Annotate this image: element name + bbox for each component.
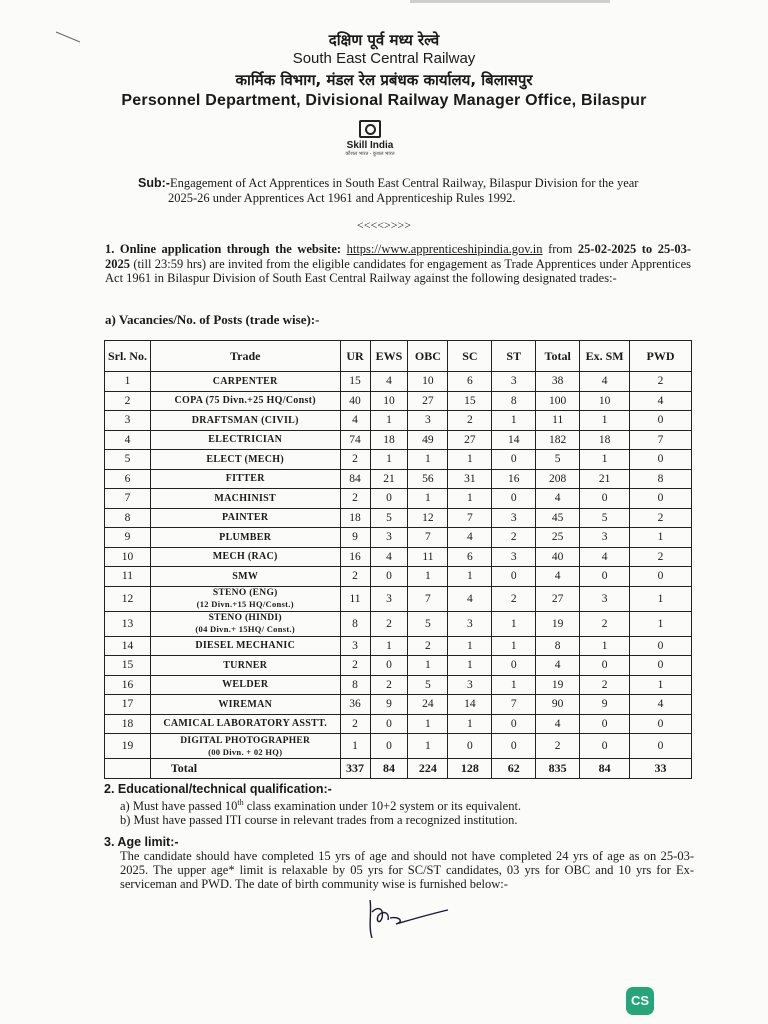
- value-cell: 0: [448, 734, 492, 759]
- value-cell: 4: [580, 547, 630, 567]
- serial-cell: 17: [105, 695, 151, 715]
- trade-cell: PLUMBER: [150, 528, 340, 548]
- total-empty-cell: [105, 759, 151, 779]
- value-cell: 2: [370, 611, 408, 636]
- value-cell: 2: [340, 567, 370, 587]
- org-name: South East Central Railway: [292, 50, 476, 67]
- vacancy-table: [104, 340, 692, 779]
- serial-cell: 2: [105, 391, 151, 411]
- table-row: [105, 469, 692, 489]
- to-word: to: [641, 242, 653, 256]
- value-cell: 0: [630, 734, 692, 759]
- value-cell: 1: [580, 636, 630, 656]
- value-cell: 25: [536, 528, 580, 548]
- scan-edge-mark: [410, 0, 610, 3]
- value-cell: 4: [536, 567, 580, 587]
- value-cell: 0: [492, 450, 536, 470]
- value-cell: 8: [536, 636, 580, 656]
- column-header: UR: [340, 341, 370, 372]
- value-cell: 4: [630, 391, 692, 411]
- trade-note: (00 Divn. + 02 HQ): [208, 746, 283, 757]
- column-header: EWS: [370, 341, 408, 372]
- value-cell: 9: [580, 695, 630, 715]
- table-row: [105, 430, 692, 450]
- value-cell: 1: [408, 714, 448, 734]
- trade-name: STENO (ENG): [212, 588, 278, 598]
- qual-a-post: class examination under 10+2 system or its equivalent.: [243, 799, 522, 814]
- table-row: [105, 547, 692, 567]
- value-cell: 3: [448, 675, 492, 695]
- value-cell: 0: [580, 489, 630, 509]
- value-cell: 0: [630, 567, 692, 587]
- table-row: [105, 450, 692, 470]
- value-cell: 18: [340, 508, 370, 528]
- value-cell: 2: [408, 636, 448, 656]
- para1-lead: 1. Online application through the website:: [105, 242, 342, 256]
- value-cell: 1: [448, 567, 492, 587]
- value-cell: 14: [448, 695, 492, 715]
- value-cell: 21: [370, 469, 408, 489]
- serial-cell: 1: [105, 372, 151, 392]
- value-cell: 40: [340, 391, 370, 411]
- value-cell: 3: [492, 547, 536, 567]
- serial-cell: 9: [105, 528, 151, 548]
- serial-cell: 15: [105, 656, 151, 676]
- subject-line1: Engagement of Act Apprentices in South East Central Railway, Bilaspur Division for the year: [169, 176, 639, 190]
- value-cell: 38: [536, 372, 580, 392]
- column-header: Ex. SM: [580, 341, 630, 372]
- trade-cell: DRAFTSMAN (CIVIL): [150, 411, 340, 431]
- subject-line2: 2025-26 under Apprentices Act 1961 and Apprenticeship Rules 1992.: [168, 190, 516, 205]
- value-cell: 1: [448, 656, 492, 676]
- value-cell: 0: [630, 489, 692, 509]
- column-header: ST: [492, 341, 536, 372]
- trade-name: DIGITAL PHOTOGRAPHER: [180, 735, 311, 746]
- value-cell: 1: [370, 411, 408, 431]
- value-cell: 19: [536, 675, 580, 695]
- table-row: [105, 391, 692, 411]
- subject-lead: Sub:-: [138, 176, 170, 190]
- value-cell: 1: [340, 734, 370, 759]
- value-cell: 1: [630, 586, 692, 611]
- value-cell: 3: [448, 611, 492, 636]
- value-cell: 1: [492, 636, 536, 656]
- value-cell: 74: [340, 430, 370, 450]
- value-cell: 0: [370, 489, 408, 509]
- value-cell: 8: [340, 611, 370, 636]
- value-cell: 14: [492, 430, 536, 450]
- column-header: SC: [448, 341, 492, 372]
- value-cell: 0: [630, 714, 692, 734]
- qualification-b: b) Must have passed ITI course in relevant trades from a recognized institution.: [120, 813, 518, 828]
- vacancies-heading: a) Vacancies/No. of Posts (trade wise):-: [105, 312, 320, 327]
- age-text: The candidate should have completed 15 yrs of age and should not have completed 24 yrs of age as on 25-03-2025. The upper age* limit is relaxable by 05 yrs for SC/ST candidates, 03 yrs for OBC and 10 yrs for Ex-serviceman and PWD. The date of birth community wise is furnished below:-: [120, 849, 694, 891]
- value-cell: 2: [536, 734, 580, 759]
- value-cell: 3: [492, 508, 536, 528]
- trade-note: (12 Divn.+15 HQ/Const.): [196, 599, 294, 609]
- table-row: [105, 586, 692, 611]
- value-cell: 2: [492, 586, 536, 611]
- value-cell: 2: [630, 547, 692, 567]
- total-cell: 84: [370, 759, 408, 779]
- value-cell: 1: [630, 611, 692, 636]
- value-cell: 1: [408, 450, 448, 470]
- value-cell: 12: [408, 508, 448, 528]
- value-cell: 182: [536, 430, 580, 450]
- value-cell: 4: [536, 714, 580, 734]
- value-cell: 2: [492, 528, 536, 548]
- qual-a-sup: th: [237, 798, 244, 807]
- value-cell: 1: [492, 411, 536, 431]
- value-cell: 4: [580, 372, 630, 392]
- value-cell: 11: [408, 547, 448, 567]
- value-cell: 31: [448, 469, 492, 489]
- value-cell: 18: [580, 430, 630, 450]
- trade-cell: SMW: [150, 567, 340, 587]
- qualification-a: [104, 796, 521, 813]
- value-cell: 8: [492, 391, 536, 411]
- value-cell: 2: [340, 714, 370, 734]
- value-cell: 1: [580, 450, 630, 470]
- value-cell: 0: [492, 714, 536, 734]
- value-cell: 3: [492, 372, 536, 392]
- value-cell: 0: [492, 489, 536, 509]
- trade-cell: MACHINIST: [150, 489, 340, 509]
- trade-cell: WIREMAN: [150, 695, 340, 715]
- trade-cell: [150, 611, 340, 636]
- serial-cell: 12: [105, 586, 151, 611]
- table-row: [105, 411, 692, 431]
- value-cell: 1: [408, 656, 448, 676]
- trade-cell: CAMICAL LABORATORY ASSTT.: [150, 714, 340, 734]
- value-cell: 1: [580, 411, 630, 431]
- trade-cell: FITTER: [150, 469, 340, 489]
- value-cell: 56: [408, 469, 448, 489]
- trade-cell: [150, 734, 340, 759]
- table-row: [105, 567, 692, 587]
- value-cell: 2: [630, 372, 692, 392]
- value-cell: 1: [408, 489, 448, 509]
- value-cell: 1: [408, 567, 448, 587]
- logo-tagline: कौशल भारत - कुशल भारत: [345, 151, 395, 157]
- value-cell: 2: [580, 611, 630, 636]
- value-cell: 0: [630, 411, 692, 431]
- value-cell: 4: [536, 656, 580, 676]
- value-cell: 3: [580, 528, 630, 548]
- serial-cell: 7: [105, 489, 151, 509]
- serial-cell: 10: [105, 547, 151, 567]
- value-cell: 6: [448, 547, 492, 567]
- value-cell: 90: [536, 695, 580, 715]
- trade-cell: [150, 586, 340, 611]
- value-cell: 0: [492, 656, 536, 676]
- value-cell: 0: [630, 656, 692, 676]
- value-cell: 49: [408, 430, 448, 450]
- value-cell: 0: [630, 636, 692, 656]
- value-cell: 7: [492, 695, 536, 715]
- serial-cell: 6: [105, 469, 151, 489]
- para1-rest: (till 23:59 hrs) are invited from the eligible candidates for engagement as Trade Apprentices under Apprentices Act 1961 in Bilaspur Division of South East Central Railway against the following designated trades:-: [105, 256, 692, 285]
- total-cell: 84: [580, 759, 630, 779]
- table-row: [105, 508, 692, 528]
- value-cell: 18: [370, 430, 408, 450]
- value-cell: 10: [580, 391, 630, 411]
- value-cell: 3: [580, 586, 630, 611]
- table-row: [105, 714, 692, 734]
- hindi-org-name: दक्षिण पूर्व मध्य रेल्वे: [328, 31, 440, 49]
- value-cell: 7: [448, 508, 492, 528]
- value-cell: 9: [340, 528, 370, 548]
- column-header: Srl. No.: [105, 341, 151, 372]
- value-cell: 40: [536, 547, 580, 567]
- total-cell: 33: [630, 759, 692, 779]
- value-cell: 3: [370, 586, 408, 611]
- trade-cell: WELDER: [150, 675, 340, 695]
- value-cell: 5: [408, 675, 448, 695]
- value-cell: 3: [340, 636, 370, 656]
- value-cell: 4: [536, 489, 580, 509]
- value-cell: 10: [370, 391, 408, 411]
- value-cell: 24: [408, 695, 448, 715]
- value-cell: 15: [448, 391, 492, 411]
- value-cell: 4: [370, 372, 408, 392]
- value-cell: 1: [630, 675, 692, 695]
- total-cell: 835: [536, 759, 580, 779]
- value-cell: 0: [370, 567, 408, 587]
- value-cell: 4: [630, 695, 692, 715]
- value-cell: 16: [340, 547, 370, 567]
- value-cell: 4: [448, 586, 492, 611]
- column-header: Total: [536, 341, 580, 372]
- value-cell: 5: [580, 508, 630, 528]
- value-cell: 1: [408, 734, 448, 759]
- value-cell: 2: [448, 411, 492, 431]
- trade-cell: COPA (75 Divn.+25 HQ/Const): [150, 391, 340, 411]
- value-cell: 0: [580, 567, 630, 587]
- column-header: Trade: [150, 341, 340, 372]
- skill-india-logo: [340, 120, 400, 157]
- table-row: [105, 528, 692, 548]
- total-cell: 337: [340, 759, 370, 779]
- dept-name: Personnel Department, Divisional Railway Manager Office, Bilaspur: [121, 92, 647, 109]
- separator: <<<<>>>>: [356, 218, 412, 232]
- trade-cell: ELECTRICIAN: [150, 430, 340, 450]
- table-row: [105, 636, 692, 656]
- qualification-heading: 2. Educational/technical qualification:-: [104, 782, 332, 796]
- trade-cell: PAINTER: [150, 508, 340, 528]
- value-cell: 4: [370, 547, 408, 567]
- value-cell: 0: [580, 734, 630, 759]
- value-cell: 15: [340, 372, 370, 392]
- table-row: [105, 734, 692, 759]
- skill-india-icon: [359, 120, 381, 138]
- to-date: 25-03-2025: [105, 242, 692, 271]
- value-cell: 7: [408, 528, 448, 548]
- from-word: from: [548, 242, 573, 256]
- value-cell: 100: [536, 391, 580, 411]
- value-cell: 5: [370, 508, 408, 528]
- value-cell: 11: [340, 586, 370, 611]
- value-cell: 2: [580, 675, 630, 695]
- table-row: [105, 611, 692, 636]
- value-cell: 1: [448, 489, 492, 509]
- trade-note: (04 Divn.+ 15HQ/ Const.): [195, 624, 296, 634]
- value-cell: 0: [370, 656, 408, 676]
- value-cell: 0: [492, 567, 536, 587]
- total-cell: 128: [448, 759, 492, 779]
- serial-cell: 4: [105, 430, 151, 450]
- serial-cell: 14: [105, 636, 151, 656]
- hindi-dept-name: कार्मिक विभाग, मंडल रेल प्रबंधक कार्यालय, बिलासपुर: [235, 71, 533, 89]
- value-cell: 5: [536, 450, 580, 470]
- total-cell: 62: [492, 759, 536, 779]
- value-cell: 2: [370, 675, 408, 695]
- serial-cell: 18: [105, 714, 151, 734]
- table-row: [105, 656, 692, 676]
- website-link[interactable]: https://www.apprenticeshipindia.gov.in: [346, 242, 543, 256]
- trade-cell: CARPENTER: [150, 372, 340, 392]
- value-cell: 16: [492, 469, 536, 489]
- value-cell: 4: [340, 411, 370, 431]
- value-cell: 0: [580, 656, 630, 676]
- para-online-application: [105, 242, 691, 286]
- value-cell: 1: [448, 636, 492, 656]
- value-cell: 7: [408, 586, 448, 611]
- trade-cell: ELECT (MECH): [150, 450, 340, 470]
- serial-cell: 13: [105, 611, 151, 636]
- camscanner-watermark: CS: [626, 987, 654, 1015]
- value-cell: 0: [370, 734, 408, 759]
- serial-cell: 8: [105, 508, 151, 528]
- logo-name: Skill India: [346, 140, 394, 151]
- value-cell: 1: [370, 450, 408, 470]
- value-cell: 21: [580, 469, 630, 489]
- value-cell: 0: [492, 734, 536, 759]
- value-cell: 1: [448, 450, 492, 470]
- value-cell: 0: [580, 714, 630, 734]
- total-cell: 224: [408, 759, 448, 779]
- value-cell: 1: [370, 636, 408, 656]
- value-cell: 1: [492, 611, 536, 636]
- value-cell: 1: [492, 675, 536, 695]
- table-row: [105, 675, 692, 695]
- serial-cell: 19: [105, 734, 151, 759]
- value-cell: 27: [408, 391, 448, 411]
- serial-cell: 16: [105, 675, 151, 695]
- serial-cell: 3: [105, 411, 151, 431]
- value-cell: 27: [536, 586, 580, 611]
- value-cell: 2: [340, 450, 370, 470]
- trade-name: STENO (HINDI): [208, 613, 282, 623]
- value-cell: 3: [408, 411, 448, 431]
- age-heading: 3. Age limit:-: [104, 835, 179, 849]
- total-label: Total: [150, 759, 340, 779]
- value-cell: 5: [408, 611, 448, 636]
- trade-cell: DIESEL MECHANIC: [150, 636, 340, 656]
- value-cell: 84: [340, 469, 370, 489]
- value-cell: 4: [448, 528, 492, 548]
- section-qualification: [104, 782, 521, 827]
- from-date: 25-02-2025: [577, 242, 637, 256]
- value-cell: 208: [536, 469, 580, 489]
- value-cell: 7: [630, 430, 692, 450]
- value-cell: 2: [340, 489, 370, 509]
- value-cell: 0: [370, 714, 408, 734]
- signature: [360, 892, 450, 942]
- column-header: OBC: [408, 341, 448, 372]
- value-cell: 36: [340, 695, 370, 715]
- value-cell: 0: [630, 450, 692, 470]
- table-header-row: [105, 341, 692, 372]
- value-cell: 6: [448, 372, 492, 392]
- value-cell: 10: [408, 372, 448, 392]
- value-cell: 1: [630, 528, 692, 548]
- trade-cell: MECH (RAC): [150, 547, 340, 567]
- value-cell: 9: [370, 695, 408, 715]
- serial-cell: 5: [105, 450, 151, 470]
- value-cell: 2: [340, 656, 370, 676]
- section-age-limit: [104, 835, 694, 891]
- value-cell: 19: [536, 611, 580, 636]
- column-header: PWD: [630, 341, 692, 372]
- value-cell: 45: [536, 508, 580, 528]
- table-row: [105, 372, 692, 392]
- value-cell: 1: [448, 714, 492, 734]
- value-cell: 3: [370, 528, 408, 548]
- value-cell: 27: [448, 430, 492, 450]
- value-cell: 8: [630, 469, 692, 489]
- value-cell: 11: [536, 411, 580, 431]
- total-row: [105, 759, 692, 779]
- trade-cell: TURNER: [150, 656, 340, 676]
- qual-a-pre: a) Must have passed 10: [120, 799, 238, 814]
- table-row: [105, 695, 692, 715]
- table-row: [105, 489, 692, 509]
- value-cell: 8: [340, 675, 370, 695]
- serial-cell: 11: [105, 567, 151, 587]
- subject: [138, 176, 698, 205]
- value-cell: 2: [630, 508, 692, 528]
